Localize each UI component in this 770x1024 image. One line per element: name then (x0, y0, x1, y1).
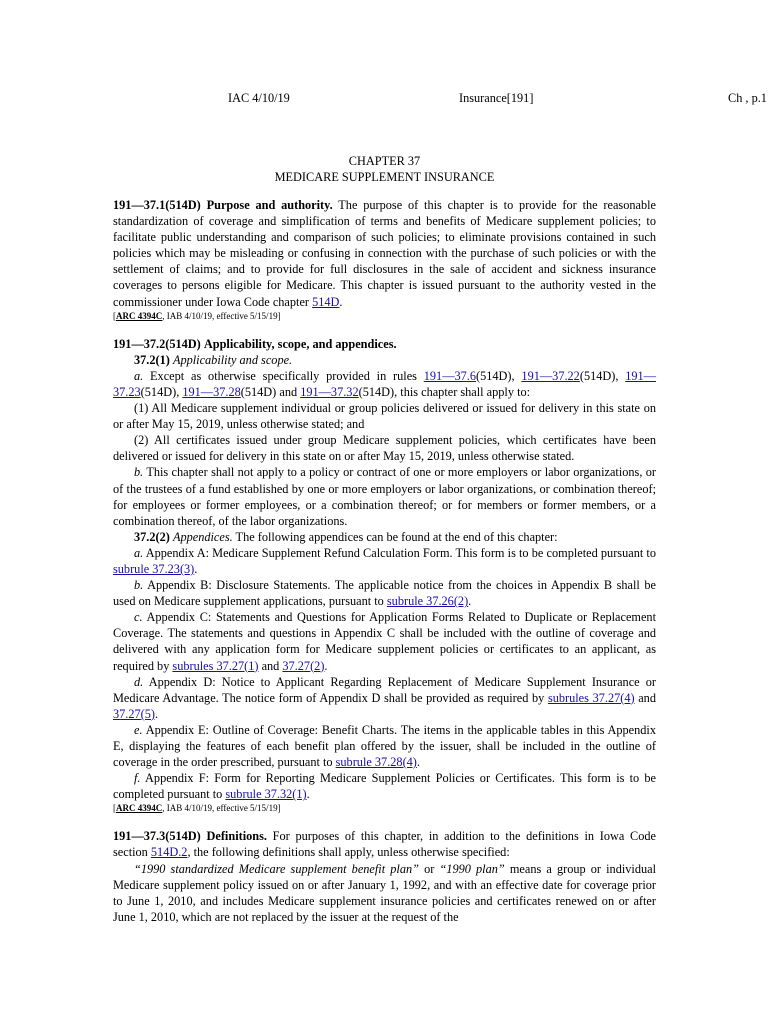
link-37-28[interactable]: 191—37.28 (182, 384, 241, 399)
subparagraph-2: (2) All certificates issued under group Medicare supplement policies, which certificates have been delivered or issued for delivery in this state on or after May 15, 2019, unless otherwise stated. (113, 433, 656, 464)
appendix-f: f. Appendix F: Form for Reporting Medicare Supplement Policies or Certificates. This form is to be completed pursuant to subrule 37.32(1). (113, 771, 656, 802)
header-title: Insurance[191] (459, 91, 534, 105)
appendix-c: c. Appendix C: Statements and Questions for Application Forms Related to Duplicate or Replacement Coverage. The statements and questions in Appendix C shall be included with the outline of coverage and delivered with any application form for Medicare supplement policies or certificates to an applicant, as required by subrules 37.27(1) and 37.27(2). (113, 610, 656, 673)
link-37-27-5[interactable]: 37.27(5) (113, 706, 156, 721)
rule-37-1: 191—37.1(514D) Purpose and authority. The purpose of this chapter is to provide for the reasonable standardization of coverage and simplification of terms and benefits of Medicare supplement policies; to facilitate public understanding and comparison of such policies; to eliminate provisions contained in such policies which may be misleading or confusing in connection with the purchase of such policies or with the settlement of claims; and to provide for full disclosures in the sale of accident and sickness insurance coverages to persons eligible for Medicare. This chapter is issued pursuant to the authority vested in the commissioner under Iowa Code chapter 514D. (113, 198, 656, 309)
header-page: Ch , p.1 (728, 91, 767, 105)
link-37-32[interactable]: 191—37.32 (300, 384, 359, 399)
rule-37-2-heading (113, 336, 656, 352)
appendix-e: e. Appendix E: Outline of Coverage: Benefit Charts. The items in the applicable tables in this Appendix E, displaying the features of each benefit plan offered by the issuer, shall be included in the outline of coverage in the order prescribed, pursuant to subrule 37.28(4). (113, 722, 656, 770)
link-37-27-2[interactable]: 37.27(2) (282, 658, 325, 673)
link-37-27-1[interactable]: subrules 37.27(1) (172, 658, 259, 673)
subrule-37-2-1: 37.2(1) Applicability and scope. (134, 352, 293, 367)
rule-number: 191—37.1(514D) (113, 198, 201, 212)
link-37-23-3[interactable]: subrule 37.23(3) (113, 561, 195, 576)
subparagraph-1: (1) All Medicare supplement individual or group policies delivered or issued for delivery in this state on or after May 15, 2019, unless otherwise stated; and (113, 401, 656, 432)
paragraph-a: a. Except as otherwise specifically provided in rules 191—37.6(514D), 191—37.22(514D), 191—37.23(514D), 191—37.28(514D) and 191—37.32(514D), this chapter shall apply to: (113, 368, 656, 399)
link-514d-2[interactable]: 514D.2 (150, 845, 188, 860)
rule-title: Applicability, scope, and appendices. (203, 336, 397, 351)
rule-title: Purpose and authority. (206, 198, 333, 212)
arc-link[interactable]: ARC 4394C (116, 310, 163, 321)
arc-link[interactable]: ARC 4394C (116, 803, 163, 814)
rule-number: 191—37.2(514D) (113, 336, 201, 351)
link-37-22[interactable]: 191—37.22 (521, 368, 580, 383)
chapter-heading (113, 153, 656, 185)
chapter-title: MEDICARE SUPPLEMENT INSURANCE (274, 170, 495, 185)
page-header (0, 90, 770, 106)
link-37-27-4[interactable]: subrules 37.27(4) (547, 690, 635, 705)
appendix-d: d. Appendix D: Notice to Applicant Regarding Replacement of Medicare Supplement Insurance or Medicare Advantage. The notice form of Appendix D shall be provided as required by subrules 37.27(4) and 37.27(5). (113, 674, 656, 721)
history-note: [ARC 4394C, IAB 4/10/19, effective 5/15/19] (113, 310, 281, 321)
rule-text: The purpose of this chapter is to provide for the reasonable standardization of coverage and simplification of terms and benefits of Medicare supplement policies; to facilitate public understanding and comparison of such policies; to eliminate provisions contained in such policies which may be misleading or confusing in connection with the purchase of such policies or with the settlement of claims; and to provide for full disclosures in the sale of accident and sickness insurance coverages to persons eligible for Medicare. This chapter is issued pursuant to the authority vested in the commissioner under Iowa Code chapter (113, 198, 656, 309)
rule-title: Definitions. (206, 829, 267, 844)
rule-number: 191—37.3(514D) (113, 829, 201, 844)
definition-1990-plan: “1990 standardized Medicare supplement benefit plan” or “1990 plan” means a group or individual Medicare supplement policy issued on or after January 1, 1992, and with an effective date for coverage prior to June 1, 2010, and includes Medicare supplement insurance policies and certificates renewed on or after June 1, 2010, which are not replaced by the issuer at the request of the (113, 861, 656, 924)
link-37-23[interactable]: 191—37.23 (113, 368, 656, 399)
link-514d[interactable]: 514D (312, 294, 340, 309)
subrule-37-2-2: 37.2(2) Appendices. The following appendices can be found at the end of this chapter: (134, 529, 558, 544)
appendix-b: b. Appendix B: Disclosure Statements. The applicable notice from the choices in Appendix B shall be used on Medicare supplement applications, pursuant to subrule 37.26(2). (113, 578, 656, 609)
appendix-a: a. Appendix A: Medicare Supplement Refund Calculation Form. This form is to be completed pursuant to subrule 37.23(3). (113, 545, 656, 576)
link-37-26-2[interactable]: subrule 37.26(2) (386, 594, 469, 609)
rule-37-3: 191—37.3(514D) Definitions. For purposes of this chapter, in addition to the definitions in Iowa Code section 514D.2, the following definitions shall apply, unless otherwise specified: (113, 829, 656, 860)
paragraph-b: b. This chapter shall not apply to a policy or contract of one or more employers or labor organizations, or of the trustees of a fund established by one or more employers or labor organizations, or combination thereof; for employees or former employees, or a combination thereof; or for members or former members, or a combination thereof, of the labor organizations. (113, 465, 656, 528)
document-body (113, 197, 656, 925)
history-note: [ARC 4394C, IAB 4/10/19, effective 5/15/19] (113, 803, 281, 814)
link-37-28-4[interactable]: subrule 37.28(4) (335, 755, 417, 770)
link-37-6[interactable]: 191—37.6 (423, 368, 477, 383)
chapter-number: CHAPTER 37 (348, 154, 421, 168)
header-date: IAC 4/10/19 (228, 91, 290, 105)
link-37-32-1[interactable]: subrule 37.32(1) (225, 787, 307, 802)
